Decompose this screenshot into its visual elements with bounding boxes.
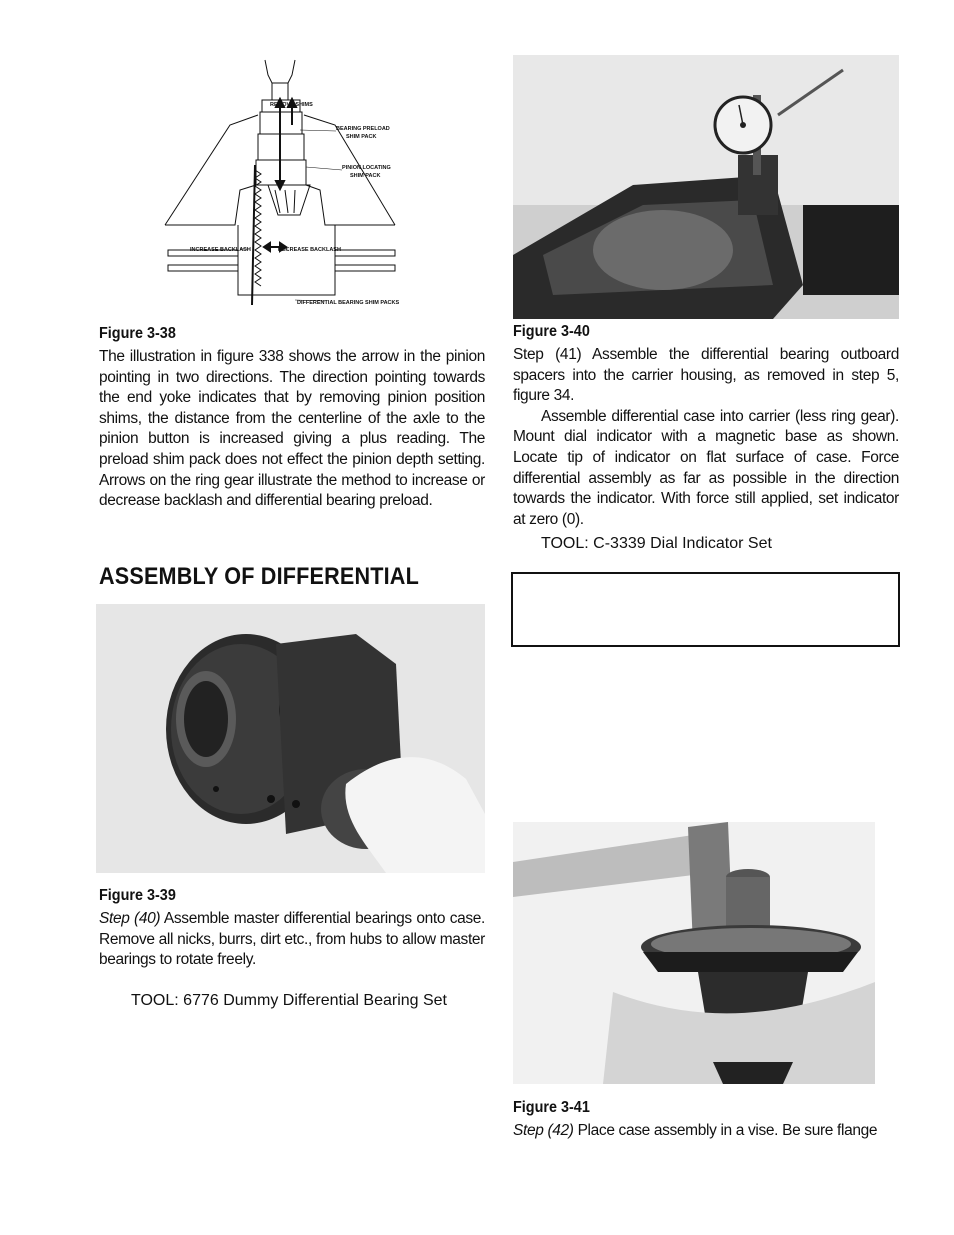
figure-3-38-diagram [160, 55, 400, 315]
figure-3-38-title: Figure 3-38 [99, 325, 176, 342]
shim-pack-label-2: SHIM PACK [350, 173, 381, 179]
figure-3-40-text [513, 345, 899, 530]
tool-6776: TOOL: 6776 Dummy Differential Bearing Set [131, 992, 447, 1009]
diff-bearing-shim-label: DIFFERENTIAL BEARING SHIM PACKS [297, 300, 400, 306]
step-41-text: Step (41) Assemble the differential bearing outboard spacers into the carrier housing, as removed in step 5, figure 34. [513, 346, 899, 405]
increase-backlash-label: INCREASE BACKLASH [190, 247, 251, 253]
figure-3-38-text: The illustration in figure 338 shows the arrow in the pinion pointing in two directions. The direction pointing towards the end yoke indicates that by removing pinion position shims, the distance from the centerline of the axle to the pinion button is increased giving a plus reading. The preload shim pack does not effect the pinion depth setting. Arrows on the ring gear illustrate the method to increase or decrease backlash and differential bearing preload. [99, 348, 485, 510]
tool-c3339: TOOL: C-3339 Dial Indicator Set [541, 535, 772, 552]
shim-pack-label-1: SHIM PACK [346, 134, 377, 140]
figure-3-41-text [513, 1121, 899, 1142]
figure-3-41-title: Figure 3-41 [513, 1099, 590, 1116]
figure-3-40-title: Figure 3-40 [513, 323, 590, 340]
step-42-text: Place case assembly in a vise. Be sure flange [573, 1122, 878, 1139]
figure-3-39-text [99, 909, 485, 971]
step-40-text: Assemble master differential bearings onto case. Remove all nicks, burrs, dirt etc., from hubs to allow master bearings to rotate freely. [99, 910, 485, 969]
step-40-label: Step (40) [99, 910, 161, 927]
bearing-preload-label: BEARING PRELOAD [336, 126, 390, 132]
figure-3-41-photo [513, 822, 875, 1084]
pinion-shim-diagram [160, 55, 400, 315]
figure-3-39-title: Figure 3-39 [99, 887, 176, 904]
figure-3-39-photo [96, 604, 485, 873]
step-42-label: Step (42) [513, 1122, 574, 1139]
remove-shims-label: REMOVE SHIMS [270, 102, 313, 108]
section-heading: ASSEMBLY OF DIFFERENTIAL [99, 563, 419, 590]
assemble-case-text: Assemble differential case into carrier (less ring gear). Mount dial indicator with a magnetic base as shown. Locate tip of indicator on flat surface of case. Force differential assembly as far as possible in the direction towards the indicator. With force still applied, set indicator at zero (0). [513, 407, 899, 528]
note-box [511, 572, 900, 647]
decrease-backlash-label: DECREASE BACKLASH [278, 247, 341, 253]
pinion-locating-label: PINION LOCATING [342, 165, 391, 171]
figure-3-40-photo [513, 55, 899, 319]
